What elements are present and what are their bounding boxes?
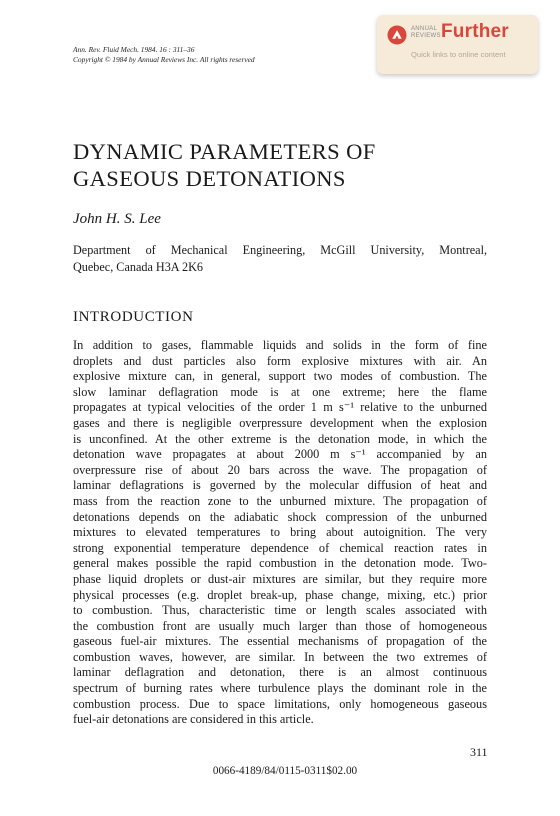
- author-affiliation: [73, 242, 487, 276]
- introduction-heading: INTRODUCTION: [73, 309, 194, 325]
- affiliation-line-2: Quebec, Canada H3A 2K6: [73, 260, 203, 274]
- paragraph-line: combustion waves, however, are similar. In between the two extremes of: [73, 649, 487, 664]
- paragraph-line: slow laminar deflagration mode is at one extreme; here the flame: [73, 384, 487, 399]
- paragraph-line: to combustion. Thus, characteristic time or length scales associated with: [73, 603, 487, 618]
- further-quick-links-banner[interactable]: [377, 15, 538, 74]
- paragraph-line: physical processes (e.g. droplet break-up, phase change, mixing, etc.) prior: [73, 587, 487, 602]
- article-title-line-1: DYNAMIC PARAMETERS OF: [73, 139, 376, 164]
- paragraph-line: overpressure rise of about 20 bars across the wave. The propagation of: [73, 462, 487, 477]
- paragraph-line: combustion process. Due to space limitations, only homogeneous gaseous: [73, 696, 487, 711]
- paragraph-line: detonation wave propagates at about 2000 m s⁻¹ accompanied by an: [73, 447, 487, 462]
- banner-further-label: Further: [441, 21, 509, 42]
- paragraph-line: droplets and dust particles also form explosive mixtures with air. An: [73, 353, 487, 368]
- banner-publisher-name: [411, 26, 441, 39]
- paragraph-line: mass from the reaction zone to the unburned mixture. The propagation of: [73, 493, 487, 508]
- author-name: John H. S. Lee: [73, 211, 161, 227]
- citation-copyright-line: Copyright © 1984 by Annual Reviews Inc. All rights reserved: [73, 55, 255, 64]
- banner-annual-text: ANNUAL: [411, 26, 438, 32]
- article-title: [73, 138, 376, 192]
- paragraph-line: strong exponential temperature dependence of chemical reaction rates in: [73, 540, 487, 555]
- annual-reviews-logo-icon: [387, 25, 407, 45]
- paragraph-line: fuel-air detonations are considered in this article.: [73, 712, 314, 727]
- paragraph-line: explosive mixture can, in general, support two modes of combustion. The: [73, 369, 487, 384]
- citation-journal-line: Ann. Rev. Fluid Mech. 1984. 16 : 311–36: [73, 45, 195, 54]
- paragraph-line: detonations depends on the adiabatic shock compression of the unburned: [73, 509, 487, 524]
- journal-citation: [73, 45, 255, 65]
- article-title-line-2: GASEOUS DETONATIONS: [73, 166, 346, 191]
- paragraph-line: general makes possible the rapid combustion in the detonation mode. Two-: [73, 556, 487, 571]
- banner-quick-links-text: Quick links to online content: [411, 50, 506, 59]
- paragraph-line: propagates at typical velocities of the order 1 m s⁻¹ relative to the unburned: [73, 400, 487, 415]
- paragraph-line: laminar deflagration and detonation, there is an almost continuous: [73, 665, 487, 680]
- affiliation-line-1: Department of Mechanical Engineering, McGill University, Montreal,: [73, 243, 487, 257]
- paragraph-line: is unconfined. At the other extreme is the detonation mode, in which the: [73, 431, 487, 446]
- paragraph-line: gaseous fuel-air mixtures. The essential mechanisms of propagation of the: [73, 634, 487, 649]
- article-code: 0066-4189/84/0115-0311$02.00: [212, 765, 358, 777]
- paragraph-line: gases and there is negligible overpressure development when the explosion: [73, 415, 487, 430]
- paragraph-line: In addition to gases, flammable liquids and solids in the form of fine: [73, 338, 487, 352]
- page-number: 311: [470, 745, 488, 759]
- paragraph-line: spectrum of burning rates where turbulence plays the dominant role in the: [73, 681, 487, 696]
- introduction-paragraph: [73, 338, 487, 728]
- banner-reviews-text: REVIEWS: [411, 32, 441, 39]
- paragraph-line: mixtures to elevated temperatures to bring about autoignition. The very: [73, 525, 487, 540]
- paragraph-line: the combustion front are usually much larger than those of homogeneous: [73, 618, 487, 633]
- paragraph-line: laminar deflagrations is governed by the molecular diffusion of heat and: [73, 478, 487, 493]
- paragraph-line: phase liquid droplets or dust-air mixtures are similar, but they require more: [73, 571, 487, 586]
